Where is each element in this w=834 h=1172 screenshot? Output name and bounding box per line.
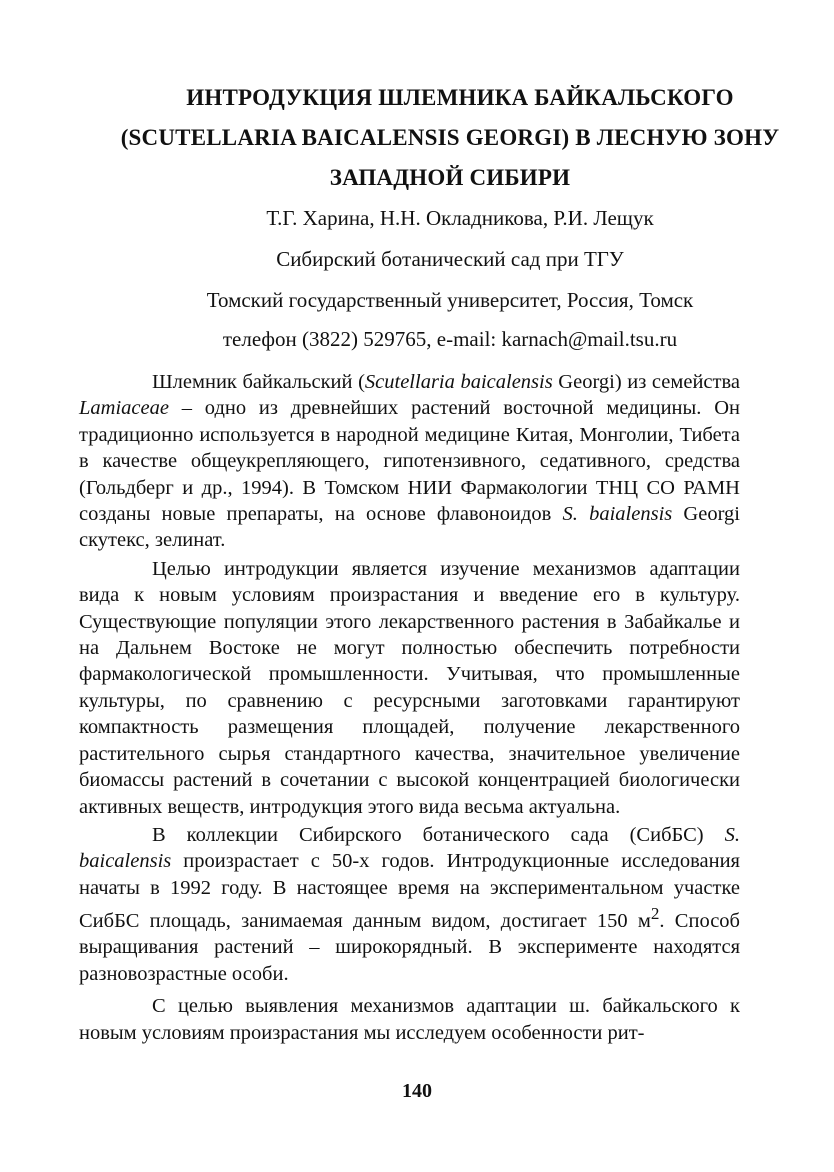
p1-text-2: Georgi) из семейства (552, 371, 740, 393)
page-number: 140 (402, 1080, 432, 1102)
paragraph-1 (79, 369, 740, 554)
p3-text-2: произрастает с 50-х годов. Интродукционные исследования начаты в 1992 году. В настоящее время на экспериментальном участке СибБС площадь, занимаемая данным видом, достигает 150 м (79, 850, 740, 932)
paragraph-4: С целью выявления механизмов адаптации ш. байкальского к новым условиям произрастания мы исследуем особенности рит- (79, 995, 740, 1044)
p1-species-abbrev: S. baialensis (562, 503, 673, 526)
paragraph-3 (79, 822, 740, 987)
affiliation-contact: телефон (3822) 529765, e-mail: karnach@mail.tsu.ru (222, 327, 678, 351)
title-line-2: (SCUTELLARIA BAICALENSIS GEORGI) В ЛЕСНУЮ ЗОНУ (120, 125, 780, 150)
p3-text-1: В коллекции Сибирского ботанического сада (СибБС) (152, 823, 725, 846)
p1-species-name: Scutellaria baicalensis (364, 371, 553, 393)
paragraph-2: Целью интродукции является изучение механизмов адаптации вида к новым условиям произрастания и введение его в культуру. Существующие популяции этого лекарственного растения в Забайкалье и на Дальнем Востоке не могут полностью обеспечить потребности фармакологической промышленности. Учитывая, что промышленные культуры, по сравнению с ресурсными заготовками гарантируют компактность размещения площадей, получение лекарственного растительного сырья стандартного качества, значительное увеличение биомассы растений в сочетании с высокой концентрацией биологически активных веществ, интродукция этого вида весьма актуальна. (79, 557, 740, 818)
title-line-3: ЗАПАДНОЙ СИБИРИ (329, 165, 571, 190)
p3-text-3: . Способ выращивания растений – широкорядный. В эксперименте находятся разновозрастные особи. (79, 909, 740, 985)
authors: Т.Г. Харина, Н.Н. Окладникова, Р.И. Лещук (266, 206, 654, 230)
title-line-1: ИНТРОДУКЦИЯ ШЛЕМНИКА БАЙКАЛЬСКОГО (186, 85, 734, 110)
p1-text-3: – одно из древнейших растений восточной медицины. Он традиционно используется в народной медицине Китая, Монголии, Тибета в качестве общеукрепляющего, гипотензивного, седативного, средства (Гольдберг и др., 1994). В Томском НИИ Фармакологии ТНЦ СО РАМН созданы новые препараты, на основе флавоноидов (79, 397, 740, 526)
affiliation-garden: Сибирский ботанический сад при ТГУ (276, 247, 624, 271)
p1-family-name: Lamiaceae (79, 397, 169, 420)
article-body (79, 369, 740, 1047)
p3-superscript: 2 (650, 904, 660, 924)
p1-text-4: Georgi скутекс, зелинат. (79, 503, 740, 552)
p1-text-1: Шлемник байкальский ( (152, 371, 365, 393)
p3-species-abbrev: S. baicalensis (79, 823, 740, 873)
affiliation-university: Томский государственный университет, Россия, Томск (206, 288, 694, 312)
